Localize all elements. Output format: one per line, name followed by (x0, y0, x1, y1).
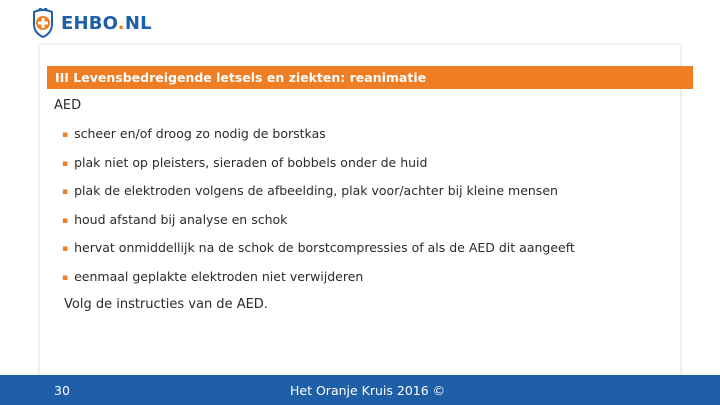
first-aid-cross-icon (30, 8, 56, 38)
logo-nl-text: NL (124, 12, 152, 34)
list-item-text: houd afstand bij analyse en schok (74, 211, 288, 227)
bullet-marker-icon: ▪ (62, 130, 69, 140)
bullet-marker-icon: ▪ (62, 187, 69, 197)
footer-bar (0, 375, 720, 405)
section-title: III Levensbedreigende letsels en ziekten: reanimatie (55, 70, 427, 85)
logo-ehbo-text: EHBO (61, 12, 118, 34)
footer-copyright: Het Oranje Kruis 2016 © (290, 383, 446, 398)
list-item (62, 206, 575, 235)
section-title-banner (47, 66, 693, 89)
logo (30, 8, 152, 38)
instruction-text: Volg de instructies van de AED. (64, 297, 268, 312)
list-item-text: plak de elektroden volgens de afbeelding, plak voor/achter bij kleine mensen (74, 183, 558, 198)
bullet-marker-icon: ▪ (62, 244, 69, 254)
list-item (62, 149, 575, 178)
list-item (62, 120, 575, 149)
logo-dot-text: . (117, 12, 125, 34)
bullet-marker-icon: ▪ (62, 215, 69, 226)
bullet-marker-icon: ▪ (62, 158, 69, 169)
page-number: 30 (54, 383, 70, 398)
slide-heading: AED (54, 98, 82, 113)
logo-wordmark (61, 13, 152, 34)
list-item-text: plak niet op pleisters, sieraden of bobbels onder de huid (74, 154, 428, 170)
bullet-marker-icon: ▪ (62, 272, 69, 283)
list-item (62, 234, 575, 263)
list-item (62, 263, 575, 292)
list-item-text: scheer en/of droog zo nodig de borstkas (74, 126, 326, 141)
bullet-list (62, 120, 575, 291)
list-item-text: hervat onmiddellijk na de schok de borstcompressies of als de AED dit aangeeft (74, 240, 575, 255)
list-item (62, 177, 575, 206)
list-item-text: eenmaal geplakte elektroden niet verwijderen (74, 268, 364, 284)
